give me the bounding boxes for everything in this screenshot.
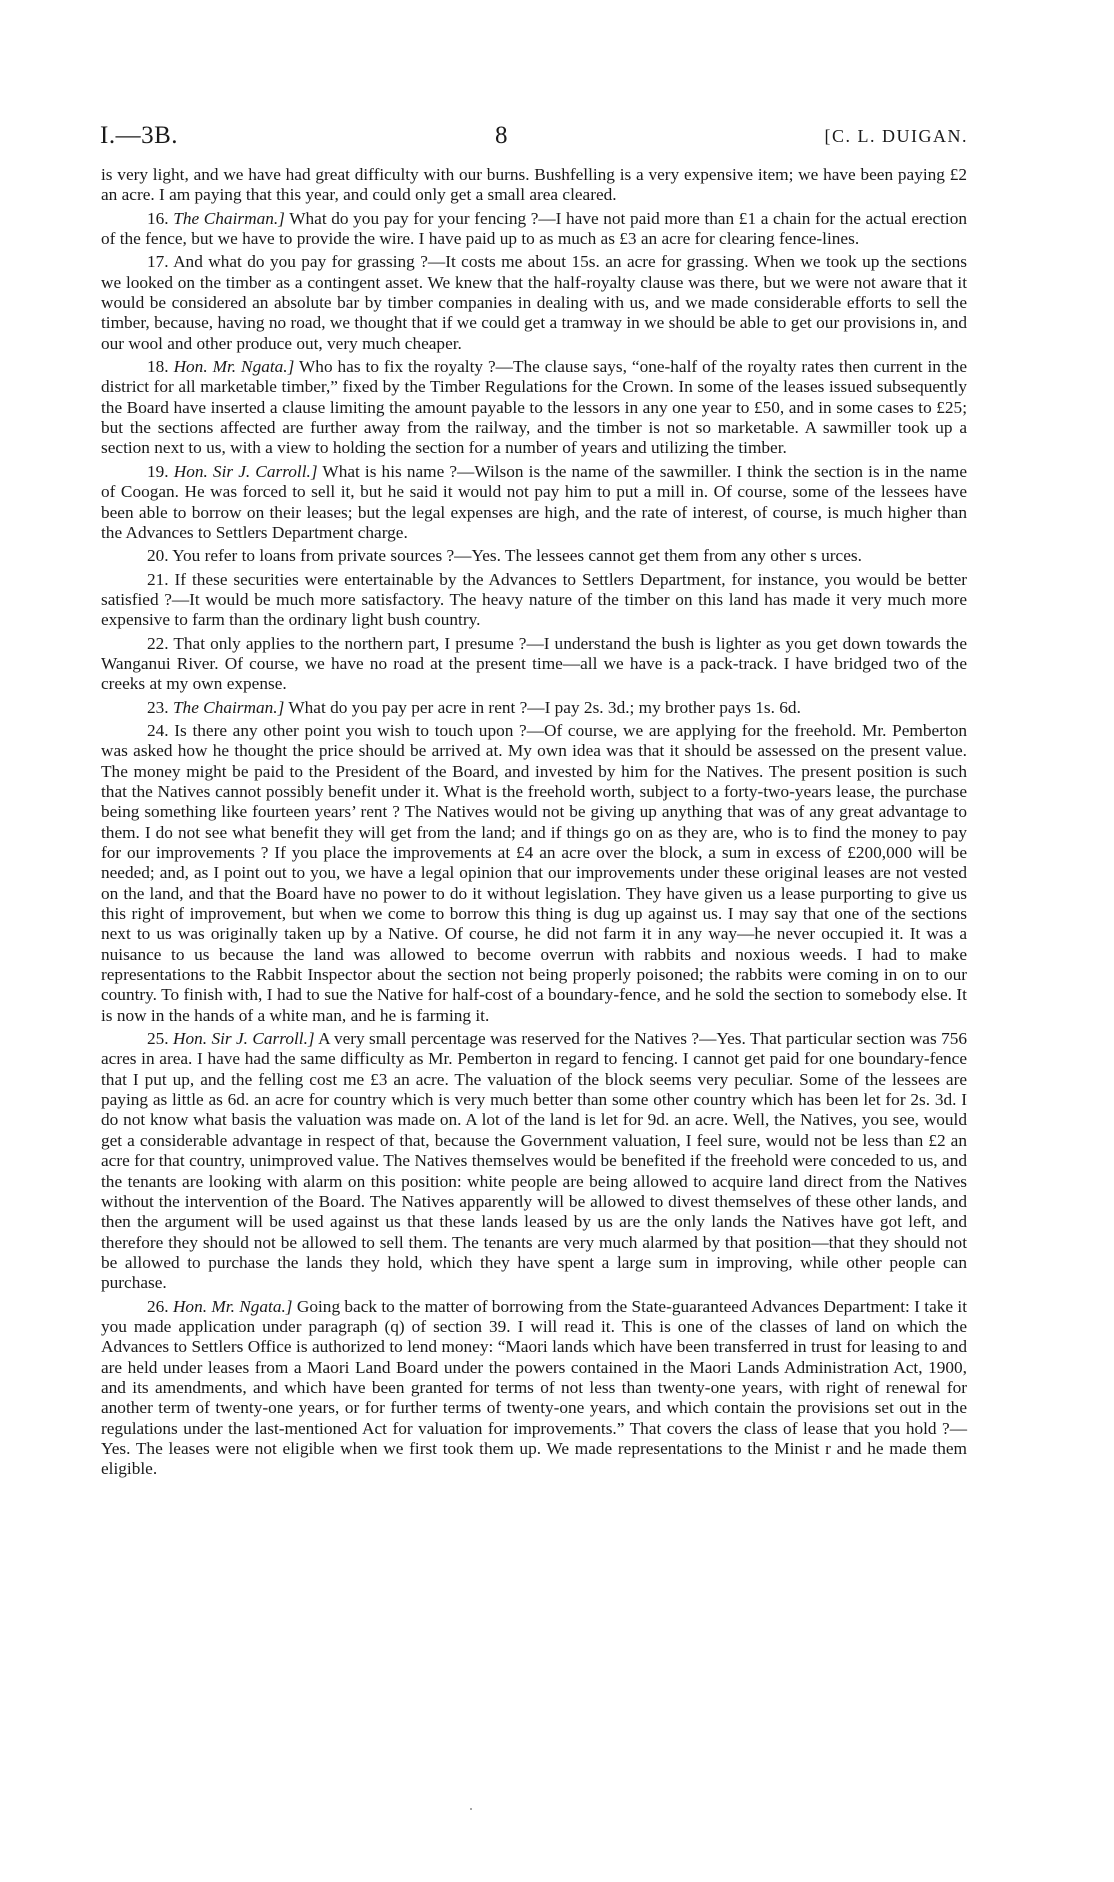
report-reference: I.—3B. [100,122,178,149]
paragraph [101,252,967,354]
page-number: 8 [495,122,508,149]
paragraph [101,357,967,459]
paragraph-text: is very light, and we have had great difficulty with our burns. Bushfelling is a very expensive item; we have been paying £2 an acre. I am paying that this year, and could only get a small area cleared. [101,165,967,205]
paragraph [101,570,967,631]
paragraph [101,634,967,695]
question-number: 20. [147,546,169,566]
paragraph [101,698,967,718]
question-number: 26. [147,1296,169,1316]
paragraph-text: What do you pay per acre in rent ?—I pay 2s. 3d.; my brother pays 1s. 6d. [288,697,801,717]
paragraph [101,165,967,206]
scan-speck [470,1808,472,1810]
question-number: 24. [147,720,169,740]
page-header [100,116,968,156]
paragraph-text: What do you pay for your fencing ?—I have not paid more than £1 a chain for the actual erection of the fence, but we have to provide the wire. I have paid up to as much as £3 an acre for clearing fence-lines. [101,208,968,249]
speaker: The Chairman.] [172,697,285,717]
witness-name: [C. L. DUIGAN. [824,125,968,146]
question-number: 16. [147,208,169,228]
question-number: 18. [147,357,169,377]
paragraph [101,1029,967,1293]
question-number: 25. [147,1029,169,1049]
paragraph [101,1297,967,1480]
question-number: 22. [147,633,169,653]
paragraph-text: And what do you pay for grassing ?—It costs me about 15s. an acre for grassing. When we took up the sections we looked on the timber as a contingent asset. We knew that the half-royalty clause was there, but we were not aware that it would be considered an absolute bar by timber companies in dealing with us, and we made considerable efforts to sell the timber, because, having no road, we thought that if we could get a tramway in we should be able to get our provisions in, and our wool and other produce out, very much cheaper. [101,252,967,353]
paragraph-text: Who has to fix the royalty ?—The clause says, “one-half of the royalty rates then current in the district for all marketable timber,” fixed by the Timber Regulations for the Crown. In some of the leases issued subsequently the Board have inserted a clause limiting the amount payable to the lessors in any one year to £50, and in some cases to £25; but the sections affected are further away from the railway, and the timber is not so marketable. A sawmiller took up a section next to us, with a view to holding the section for a number of years and utilizing the timber. [101,357,968,458]
paragraph-text: What is his name ?—Wilson is the name of the sawmiller. I think the section is in the name of Coogan. He was forced to sell it, but he said it would not pay him to put a mill in. Of course, some of the lessees have been able to borrow on their leases; but the legal expenses are high, and the rate of interest, of course, is much higher than the Advances to Settlers Department charge. [101,461,968,542]
document-body [101,165,967,1480]
speaker: Hon. Sir J. Carroll.] [173,1029,315,1049]
paragraph [101,721,967,1026]
paragraph-text: You refer to loans from private sources ?—Yes. The lessees cannot get them from any other s urces. [172,546,862,566]
question-number: 17. [147,252,169,272]
paragraph-text: Going back to the matter of borrowing from the State-guaranteed Advances Department: I take it you made application under paragraph (q) of section 39. I will read it. This is one of the classes of land on which the Advances to Settlers Office is authorized to lend money: “Maori lands which have been transferred in trust for leasing to and are held under leases from a Maori Land Board under the powers contained in the Maori Lands Administration Act, 1900, and its amendments, and which have been granted for terms of not less than twenty-one years, with right of renewal for another term of twenty-one years, or for further terms of twenty-one years, and which contain the provisions set out in the regulations under the last-mentioned Act for valuation for improvements.” That covers the class of lease that you hold ?—Yes. The leases were not eligible when we first took them up. We made representations to the Minist r and he made them eligible. [101,1296,967,1479]
paragraph [101,546,967,566]
paragraph-text: A very small percentage was reserved for the Natives ?—Yes. That particular section was 756 acres in area. I have had the same difficulty as Mr. Pemberton in regard to fencing. I cannot get paid for one boundary-fence that I put up, and the felling cost me £3 an acre. The valuation of the block seems very peculiar. Some of the lessees are paying as little as 6d. an acre for country which is very much better than some other country which has been let for 2s. 3d. I do not know what basis the valuation was made on. A lot of the land is let for 9d. an acre. Well, the Natives, you see, would get a considerable advantage in respect of that, because the Government valuation, I feel sure, would not be less than £2 an acre for that country, unimproved value. The Natives themselves would be benefited if the freehold were conceded to us, and the tenants are looking with alarm on this position: white people are being allowed to acquire land direct from the Natives without the intervention of the Board. The Natives apparently will be allowed to divest themselves of these other lands, and then the argument will be used against us that these lands leased by us are the only lands the Natives have got left, and therefore they should not be allowed to sell them. The tenants are very much alarmed by that position—that they should not be allowed to purchase the lands they hold, which they have spent a large sum in improving, while other people can purchase. [101,1029,967,1293]
question-number: 21. [147,569,169,589]
question-number: 19. [147,461,169,481]
paragraph [101,209,967,250]
speaker: Hon. Mr. Ngata.] [173,357,295,377]
speaker: Hon. Sir J. Carroll.] [173,461,318,481]
paragraph-text: That only applies to the northern part, I presume ?—I understand the bush is lighter as you get down towards the Wanganui River. Of course, we have no road at the present time—all we have is a pack-track. I have bridged two of the creeks at my own expense. [101,633,967,694]
speaker: The Chairman.] [173,208,285,228]
question-number: 23. [147,697,169,717]
speaker: Hon. Mr. Ngata.] [172,1296,293,1316]
paragraph-text: If these securities were entertainable by the Advances to Settlers Department, for instance, you would be better satisfied ?—It would be much more satisfactory. The heavy nature of the timber on this land has made it very much more expensive to farm than the ordinary light bush country. [101,569,968,630]
paragraph [101,462,967,543]
paragraph-text: Is there any other point you wish to touch upon ?—Of course, we are applying for the freehold. Mr. Pemberton was asked how he thought the price should be arrived at. My own idea was that it should be assessed on the present value. The money might be paid to the President of the Board, and invested by him for the Natives. The present position is such that the Natives cannot possibly benefit under it. What is the freehold worth, subject to a forty-two-years lease, the purchase being something like fourteen years’ rent ? The Natives would not be giving up anything that was of any great advantage to them. I do not see what benefit they will get from the land; and if things go on as they are, who is to find the money to pay for our improvements ? If you place the improvements at £4 an acre over the block, a sum in excess of £200,000 will be needed; and, as I point out to you, we have a legal opinion that our improvements under these original leases are not vested on the land, and that the Board have no power to do it without legislation. They have given us a lease purporting to give us this right of improvement, but when we come to borrow this thing is dug up against us. I may say that one of the sections next to us was originally taken up by a Native. Of course, he did not farm it in any way—he never occupied it. It was a nuisance to us because the land was allowed to become overrun with rabbits and noxious weeds. I had to make representations to the Rabbit Inspector about the section not being properly poisoned; the rabbits were coming in on to our country. To finish with, I had to sue the Native for half-cost of a boundary-fence, and he sold the section to somebody else. It is now in the hands of a white man, and he is farming it. [101,720,967,1025]
